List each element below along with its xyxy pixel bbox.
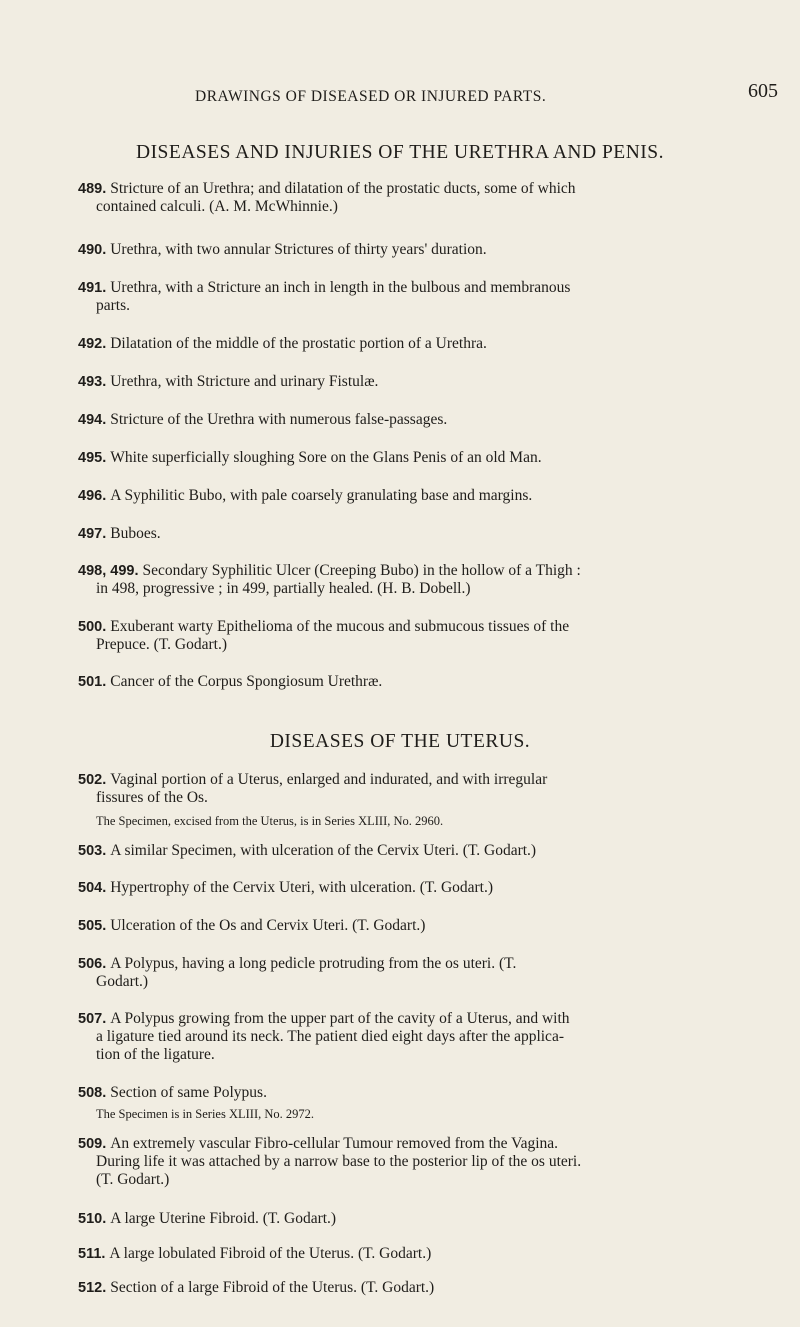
entry-text: Stricture of the Urethra with numerous false-passages. [110,411,448,428]
entry-number: 491. [78,280,107,296]
catalogue-entry [78,1010,750,1064]
catalogue-entry [78,879,750,897]
entry-text: Urethra, with a Stricture an inch in length in the bulbous and membranous [110,279,571,296]
catalogue-entry [78,373,750,391]
entry-number: 502. [78,772,107,788]
entry-number: 506. [78,956,107,972]
entry-text: A large Uterine Fibroid. (T. Godart.) [110,1210,337,1227]
entry-text: A Syphilitic Bubo, with pale coarsely granulating base and margins. [110,487,533,504]
entry-text-continued: a ligature tied around its neck. The patient died eight days after the applica- [96,1028,564,1045]
entry-text-continued: in 498, progressive ; in 499, partially healed. (H. B. Dobell.) [96,580,471,597]
entry-number: 490. [78,242,107,258]
entry-number: 512. [78,1280,107,1296]
catalogue-entry [78,487,750,505]
entry-number: 494. [78,412,107,428]
entry-number: 500. [78,619,107,635]
entry-text: Dilatation of the middle of the prostatic portion of a Urethra. [110,335,487,352]
catalogue-entry [78,1135,750,1189]
entry-number: 489. [78,181,107,197]
entry-number: 496. [78,488,107,504]
entry-number: 510. [78,1211,107,1227]
entry-text: Ulceration of the Os and Cervix Uteri. (T. Godart.) [110,917,426,934]
entry-number: 505. [78,918,107,934]
entry-number: 503. [78,843,107,859]
section-title-urethra: DISEASES AND INJURIES OF THE URETHRA AND PENIS. [135,142,665,163]
entry-number: 508. [78,1085,107,1101]
catalogue-entry [78,525,750,543]
entry-number: 507. [78,1011,107,1027]
entry-text: Section of same Polypus. [110,1084,267,1101]
entry-number: 501. [78,674,107,690]
entry-number: 498, 499. [78,563,139,579]
entry-text: Secondary Syphilitic Ulcer (Creeping Bubo) in the hollow of a Thigh : [142,562,581,579]
specimen-note: The Specimen is in Series XLIII, No. 2972. [96,1107,315,1121]
entry-text-continued: Godart.) [96,973,149,990]
entry-text: Hypertrophy of the Cervix Uteri, with ulceration. (T. Godart.) [110,879,494,896]
entry-text: An extremely vascular Fibro-cellular Tumour removed from the Vagina. [110,1135,559,1152]
section-title-uterus: DISEASES OF THE UTERUS. [269,731,531,752]
entry-number: 492. [78,336,107,352]
entry-number: 511. [78,1246,106,1262]
catalogue-entry [78,180,750,216]
entry-number: 509. [78,1136,107,1152]
entry-number: 493. [78,374,107,390]
catalogue-entry [78,673,750,691]
specimen-note: The Specimen, excised from the Uterus, is in Series XLIII, No. 2960. [96,814,444,828]
entry-text-continued: parts. [96,297,131,314]
catalogue-entry [78,917,750,935]
catalogue-entry [78,241,750,259]
entry-text-continued: (T. Godart.) [96,1171,170,1188]
entry-text-continued: fissures of the Os. [96,789,208,806]
entry-number: 495. [78,450,107,466]
catalogue-entry [78,955,750,991]
catalogue-entry [78,771,750,807]
catalogue-entry [78,842,750,860]
catalogue-entry [78,1210,750,1228]
entry-number: 497. [78,526,107,542]
entry-text-continued: Prepuce. (T. Godart.) [96,636,227,653]
entry-text-continued: During life it was attached by a narrow base to the posterior lip of the os uteri. [96,1153,582,1170]
entry-text: Stricture of an Urethra; and dilatation of the prostatic ducts, some of which [110,180,576,197]
catalogue-entry [78,335,750,353]
entry-text: A large lobulated Fibroid of the Uterus. (T. Godart.) [109,1245,432,1262]
catalogue-entry [78,1245,750,1263]
running-head: DRAWINGS OF DISEASED OR INJURED PARTS. [195,88,547,105]
catalogue-entry [78,618,750,654]
entry-text: A Polypus, having a long pedicle protruding from the os uteri. (T. [110,955,517,972]
entry-text: Exuberant warty Epithelioma of the mucous and submucous tissues of the [110,618,570,635]
entry-text-continued: contained calculi. (A. M. McWhinnie.) [96,198,338,215]
catalogue-entry [78,449,750,467]
entry-text: Urethra, with Stricture and urinary Fistulæ. [110,373,379,390]
entry-text: Vaginal portion of a Uterus, enlarged and indurated, and with irregular [110,771,548,788]
entry-text: Section of a large Fibroid of the Uterus. (T. Godart.) [110,1279,435,1296]
catalogue-entry [78,1279,750,1297]
catalogue-entry [78,279,750,315]
entry-text: A similar Specimen, with ulceration of the Cervix Uteri. (T. Godart.) [110,842,537,859]
catalogue-entry [78,1084,750,1102]
entry-text: Cancer of the Corpus Spongiosum Urethræ. [110,673,383,690]
entry-text-continued: tion of the ligature. [96,1046,215,1063]
entry-text: Buboes. [110,525,161,542]
entry-text: White superficially sloughing Sore on the Glans Penis of an old Man. [110,449,542,466]
entry-text: Urethra, with two annular Strictures of thirty years' duration. [110,241,487,258]
entry-number: 504. [78,880,107,896]
entry-text: A Polypus growing from the upper part of the cavity of a Uterus, and with [110,1010,570,1027]
page-number: 605 [748,80,778,102]
catalogue-entry [78,411,750,429]
catalogue-entry [78,562,750,598]
